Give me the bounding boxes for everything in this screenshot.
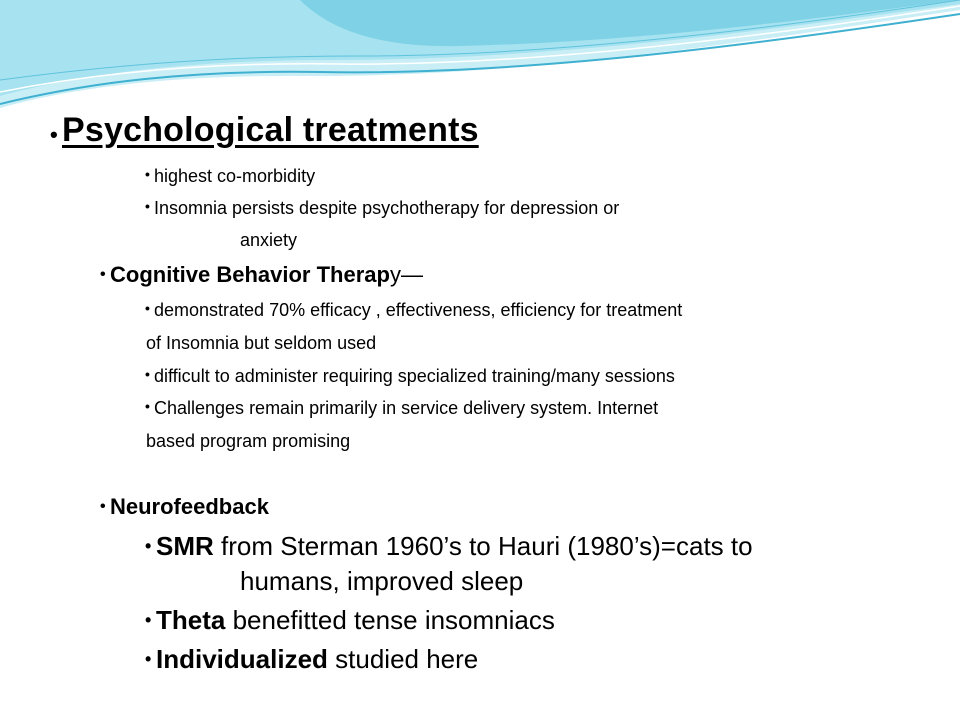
term-rest: benefitted tense insomniacs	[225, 605, 555, 635]
bullet-icon: •	[145, 536, 152, 556]
list-item-continuation: anxiety	[240, 230, 298, 250]
bullet-icon: •	[145, 198, 150, 214]
list-item: highest co-morbidity	[154, 166, 316, 186]
bullet-icon: •	[145, 300, 150, 316]
bullet-icon: •	[145, 610, 152, 630]
bullet-icon: •	[100, 266, 106, 283]
list-item-continuation: based program promising	[146, 431, 351, 451]
neurofeedback-heading: Neurofeedback	[110, 494, 269, 519]
bullet-icon: •	[145, 649, 152, 669]
cbt-heading-bold: Cognitive Behavior Therap	[110, 262, 390, 287]
term-bold: Individualized	[156, 644, 328, 674]
bullet-icon: •	[145, 398, 150, 414]
list-item: Insomnia persists despite psychotherapy for depression or	[154, 198, 620, 218]
bullet-icon: •	[50, 122, 58, 147]
list-item-continuation: humans, improved sleep	[240, 566, 524, 596]
term-bold: Theta	[156, 605, 226, 635]
cbt-heading-rest: y—	[389, 262, 423, 287]
list-item	[156, 531, 753, 562]
term-bold: SMR	[156, 531, 214, 561]
term-rest: from Sterman 1960’s to Hauri (1980’s)=cats to	[213, 531, 753, 561]
list-item: demonstrated 70% efficacy , effectiveness, efficiency for treatment	[154, 300, 683, 320]
slide-heading: Psychological treatments	[62, 111, 479, 149]
list-item: Challenges remain primarily in service delivery system. Internet	[154, 398, 659, 418]
cbt-heading	[110, 262, 423, 288]
list-item	[156, 644, 478, 675]
bullet-icon: •	[100, 498, 106, 515]
list-item-continuation: of Insomnia but seldom used	[146, 333, 377, 353]
list-item	[156, 605, 555, 636]
term-rest: studied here	[327, 644, 479, 674]
bullet-icon: •	[145, 366, 150, 382]
bullet-icon: •	[145, 166, 150, 182]
list-item: difficult to administer requiring specialized training/many sessions	[154, 366, 675, 386]
